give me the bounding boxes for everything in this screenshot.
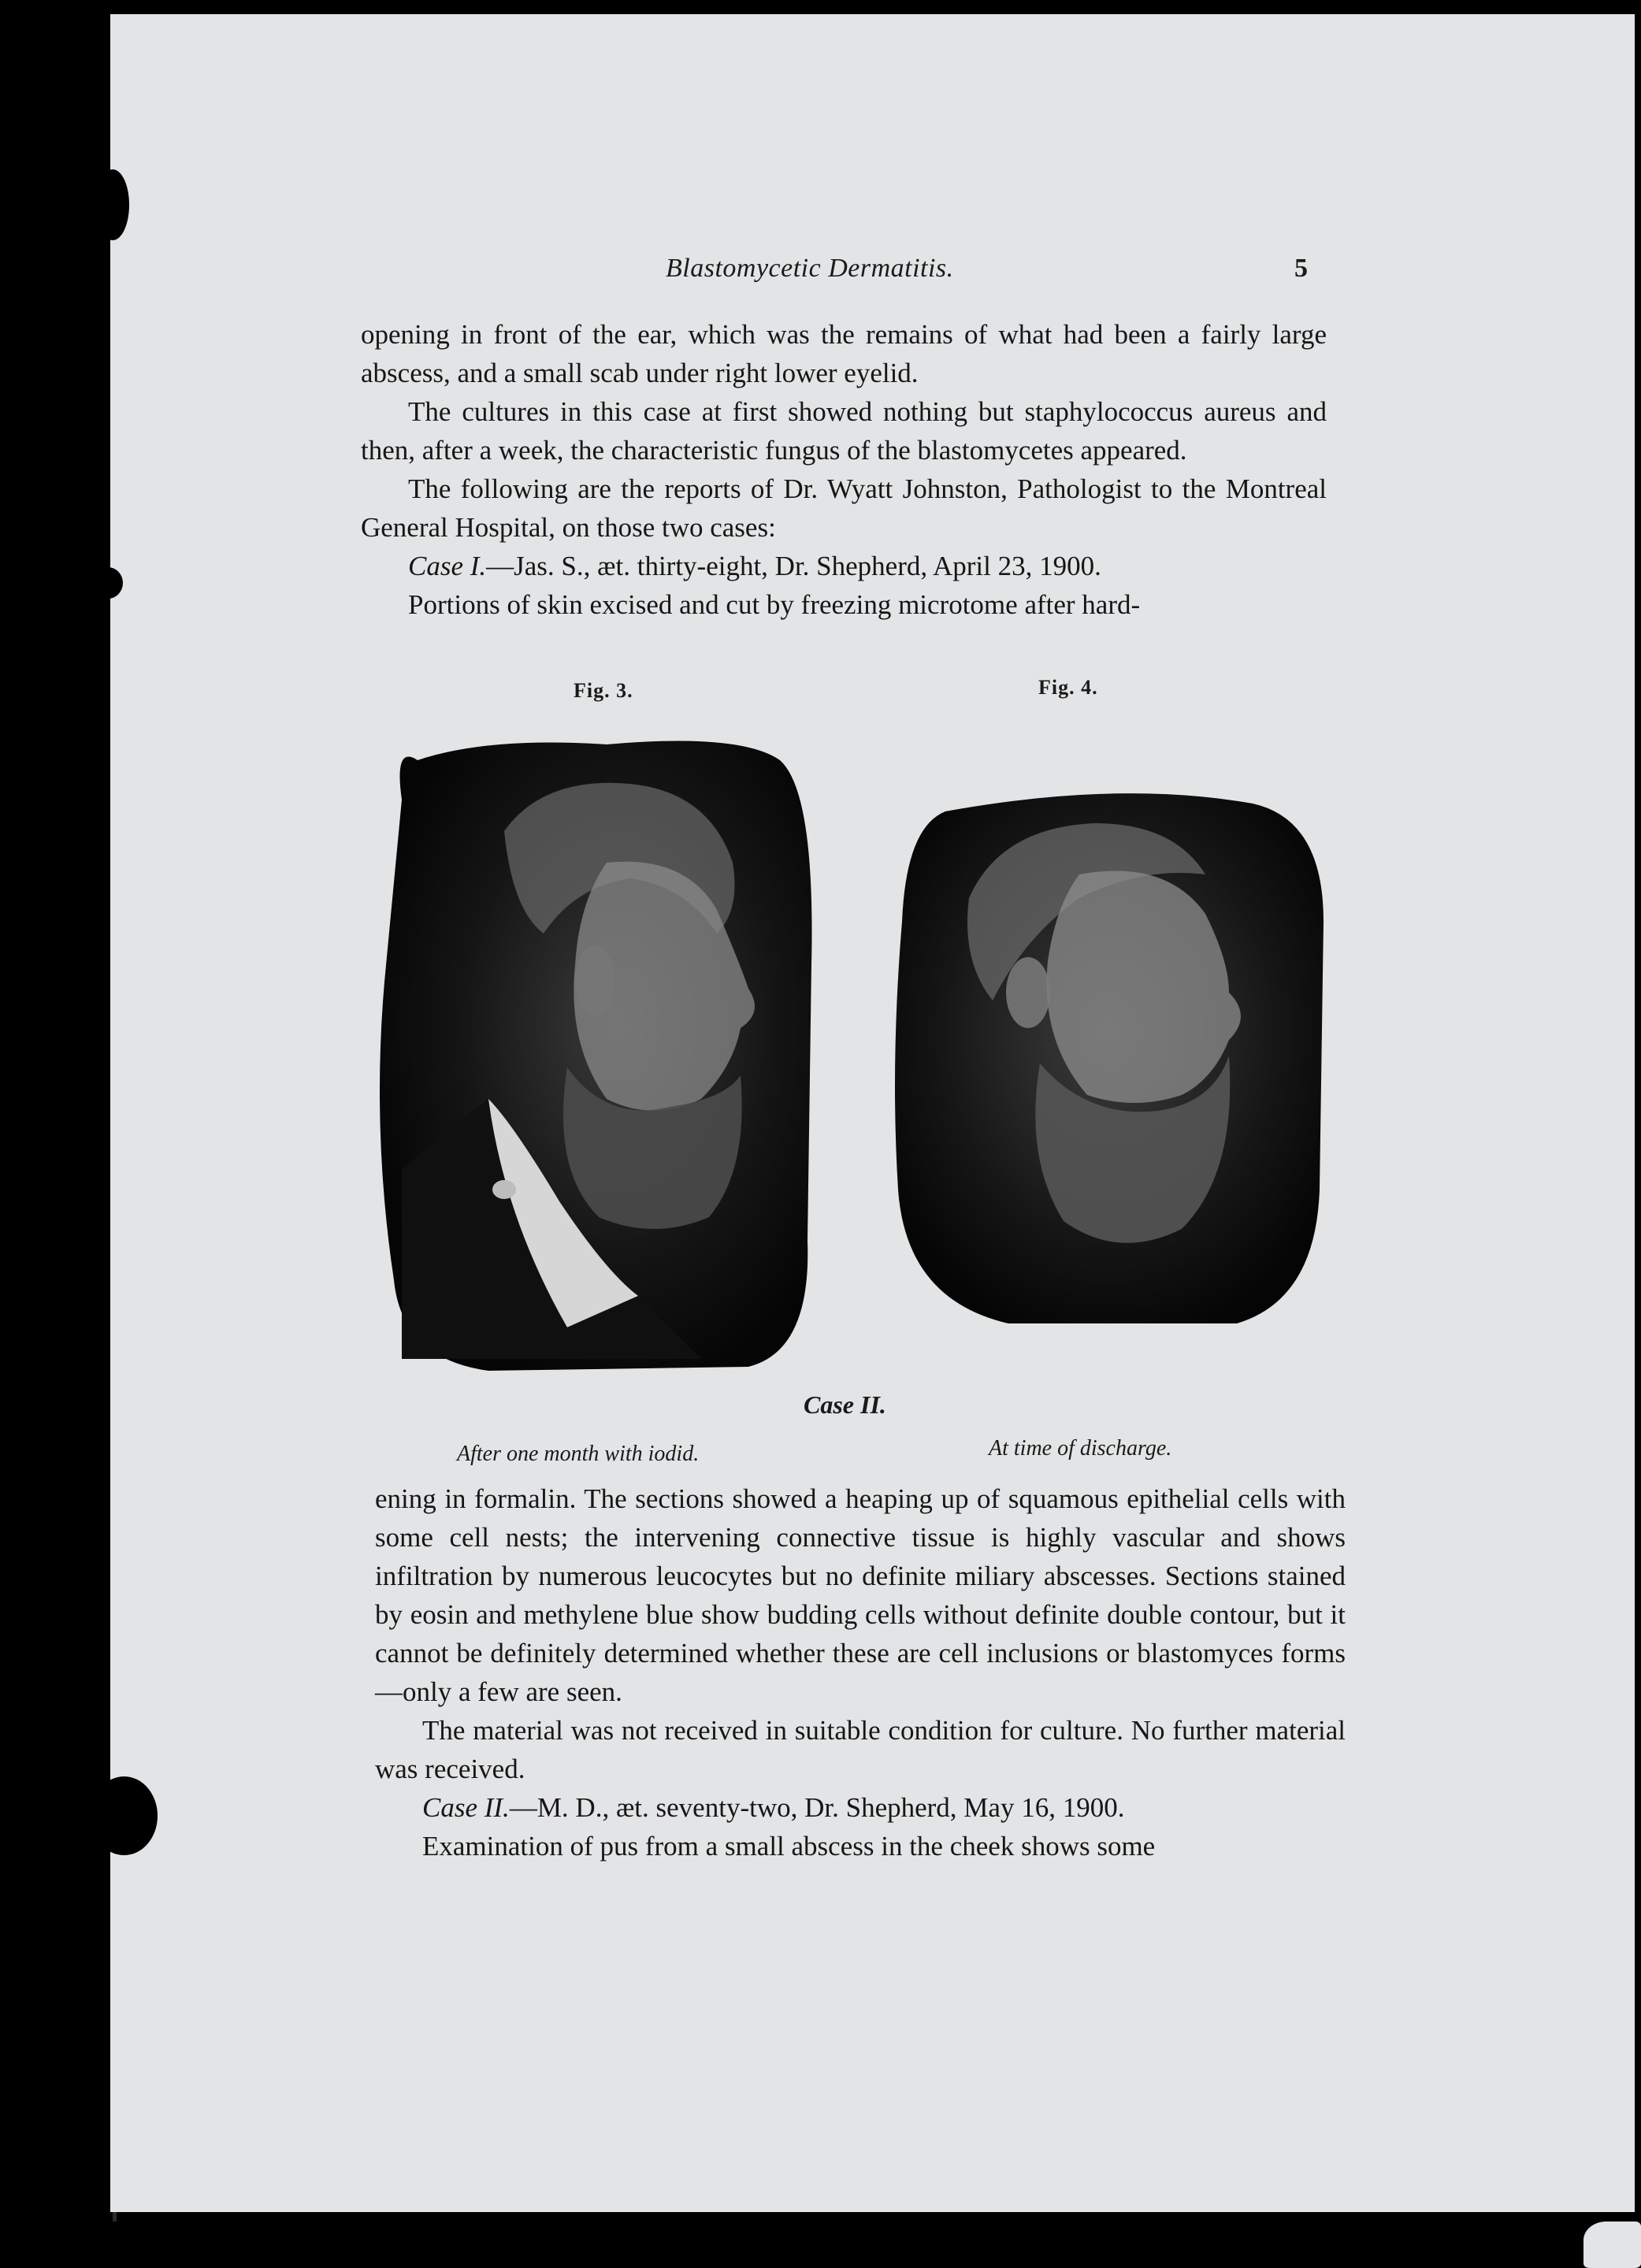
- case-details: —Jas. S., æt. thirty-eight, Dr. Shepherd, April 23, 1900.: [486, 551, 1101, 581]
- ink-blot: [96, 169, 129, 240]
- ink-blot: [91, 1776, 158, 1855]
- paragraph: ening in formalin. The sections showed a heaping up of squamous epithelial cells with some cell nests; the intervening connective tissue is highly vascular and shows infiltration by numerous leucocytes but no definite miliary abscesses. Sections stained by eosin and methylene blue show budding cells without definite double contour, but it cannot be definitely determined whether these are cell inclusions or blastomyces forms—only a few are seen.: [375, 1483, 1346, 1707]
- paragraph: The following are the reports of Dr. Wyatt Johnston, Pathologist to the Montreal General Hospital, on those two cases:: [361, 473, 1327, 543]
- patient-photo-at-discharge: [882, 780, 1331, 1331]
- page-corner: [1583, 2222, 1641, 2268]
- page-header: [355, 254, 1339, 293]
- page-number: 5: [1294, 254, 1308, 283]
- paragraph: [375, 1788, 1346, 1827]
- paragraph: [361, 547, 1327, 585]
- paragraph: opening in front of the ear, which was the remains of what had been a fairly large abscess, and a small scab under right lower eyelid.: [361, 319, 1327, 388]
- figure-4-label: Fig. 4.: [1038, 676, 1098, 699]
- binding-edge: [0, 0, 118, 2268]
- paragraph: Portions of skin excised and cut by freezing microtome after hard-: [408, 589, 1141, 620]
- paragraph: The material was not received in suitable condition for culture. No further material was received.: [375, 1715, 1346, 1784]
- case-label: Case II.: [422, 1792, 510, 1823]
- figure-case-caption: Case II.: [804, 1390, 886, 1419]
- case-label: Case I.: [408, 551, 487, 581]
- paragraph: The cultures in this case at first showed nothing but staphylococcus aureus and then, after a week, the characteristic fungus of the blastomycetes appeared.: [361, 396, 1327, 466]
- paragraph: Examination of pus from a small abscess in the cheek shows some: [422, 1831, 1156, 1862]
- figure-3-label: Fig. 3.: [574, 679, 633, 702]
- figure-3-caption: After one month with iodid.: [457, 1442, 700, 1466]
- ink-blot: [93, 567, 123, 599]
- running-title: Blastomycetic Dermatitis.: [666, 254, 954, 283]
- figure-4-caption: At time of discharge.: [989, 1436, 1172, 1461]
- text-block-bottom: [375, 1479, 1346, 1865]
- text-block-top: [361, 315, 1327, 624]
- case-details: —M. D., æt. seventy-two, Dr. Shepherd, May 16, 1900.: [509, 1792, 1125, 1823]
- patient-photo-after-iodid: [370, 729, 819, 1375]
